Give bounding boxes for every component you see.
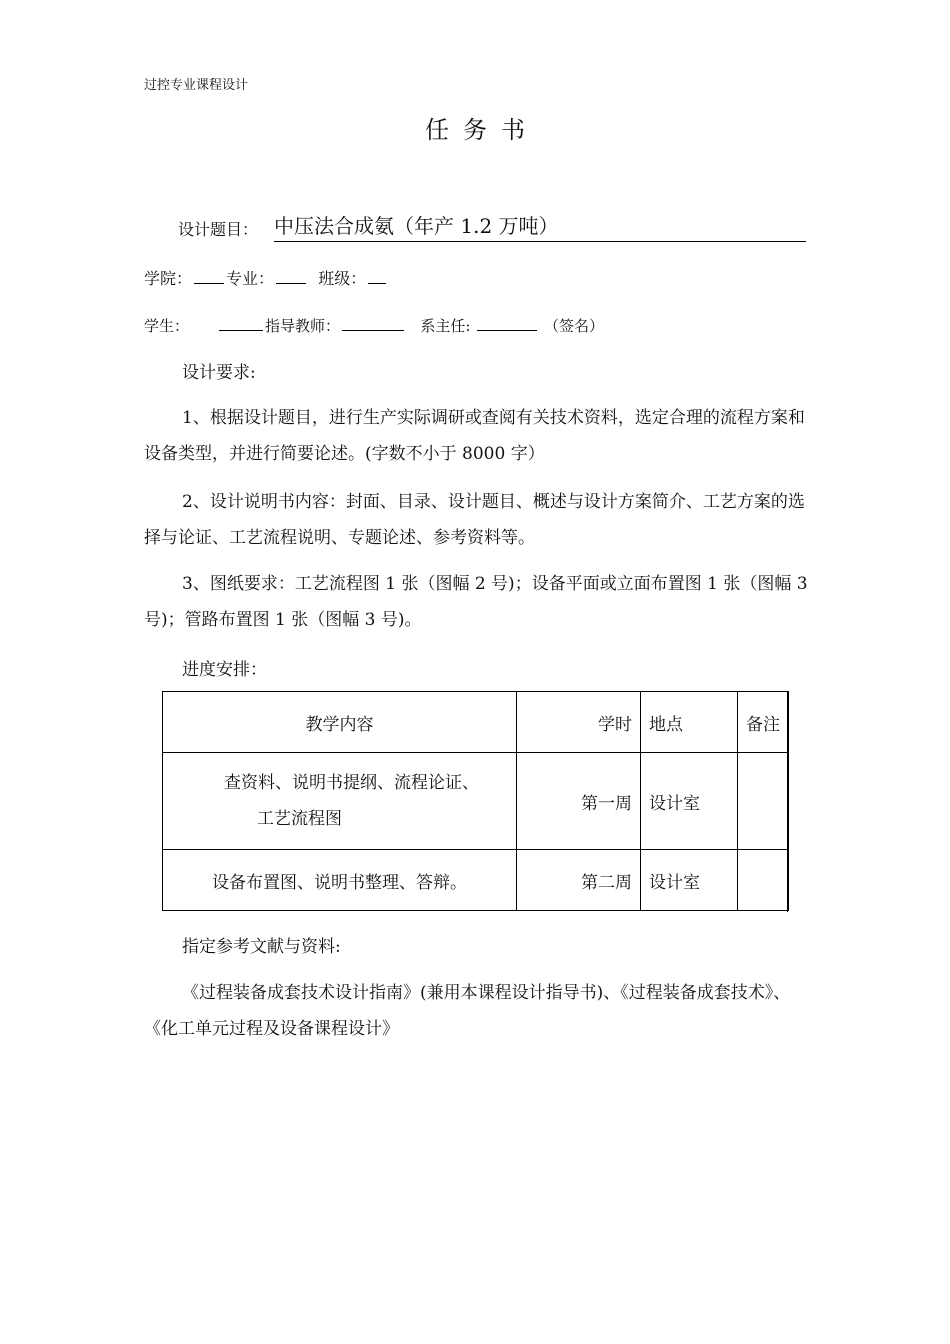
info-line-college	[144, 266, 388, 289]
college-blank	[194, 269, 224, 284]
header-content: 教学内容	[163, 692, 517, 753]
row1-place: 设计室	[641, 753, 738, 850]
table-row	[163, 753, 789, 850]
page-title: 任务书	[425, 116, 539, 144]
schedule-heading: 进度安排：	[182, 660, 267, 680]
topic-label: 设计题目：	[178, 220, 259, 239]
major-blank	[276, 269, 306, 284]
row1-note	[738, 753, 789, 850]
advisor-label: 指导教师：	[265, 317, 341, 335]
advisor-blank	[342, 316, 404, 331]
class-blank	[368, 269, 386, 284]
page-header: 过控专业课程设计	[144, 78, 249, 93]
row2-note	[738, 850, 789, 911]
student-label: 学生：	[144, 317, 190, 335]
row2-place: 设计室	[641, 850, 738, 911]
header-place: 地点	[641, 692, 738, 753]
info-line-student	[144, 315, 604, 336]
schedule-table	[162, 691, 789, 911]
row1-content-line1: 查资料、说明书提纲、流程论证、	[224, 773, 479, 793]
dept-head-label: 系主任:	[420, 317, 471, 335]
table-header-row	[163, 692, 789, 753]
references-heading: 指定参考文献与资料:	[182, 937, 341, 957]
student-blank	[219, 316, 263, 331]
major-label: 专业：	[226, 269, 275, 288]
header-note: 备注	[738, 692, 789, 753]
row2-time: 第二周	[517, 850, 641, 911]
row1-content-line2: 工艺流程图	[257, 809, 342, 829]
requirements-heading: 设计要求:	[182, 363, 256, 383]
sign-note: （签名）	[543, 317, 604, 335]
table-outer-border	[787, 691, 790, 912]
references-text: 《过程装备成套技术设计指南》(兼用本课程设计指导书)、《过程装备成套技术》、《化工单元过程及设备课程设计》	[144, 983, 791, 1039]
class-label: 班级：	[318, 269, 367, 288]
requirement-1: 1、根据设计题目，进行生产实际调研或查阅有关技术资料，选定合理的流程方案和设备类型，并进行简要论述。(字数不小于 8000 字）	[144, 408, 805, 464]
topic-value: 中压法合成氨（年产 1.2 万吨）	[274, 210, 806, 242]
row1-time: 第一周	[517, 753, 641, 850]
table-row	[163, 850, 789, 911]
requirement-2: 2、设计说明书内容：封面、目录、设计题目、概述与设计方案简介、工艺方案的选择与论证、工艺流程说明、专题论述、参考资料等。	[144, 492, 805, 548]
dept-head-blank	[477, 316, 537, 331]
header-time: 学时	[517, 692, 641, 753]
college-label: 学院：	[144, 269, 193, 288]
row1-content	[163, 753, 517, 850]
requirement-3: 3、图纸要求：工艺流程图 1 张（图幅 2 号)；设备平面或立面布置图 1 张（图幅 3 号)；管路布置图 1 张（图幅 3 号)。	[144, 574, 808, 630]
row2-content: 设备布置图、说明书整理、答辩。	[163, 850, 517, 911]
